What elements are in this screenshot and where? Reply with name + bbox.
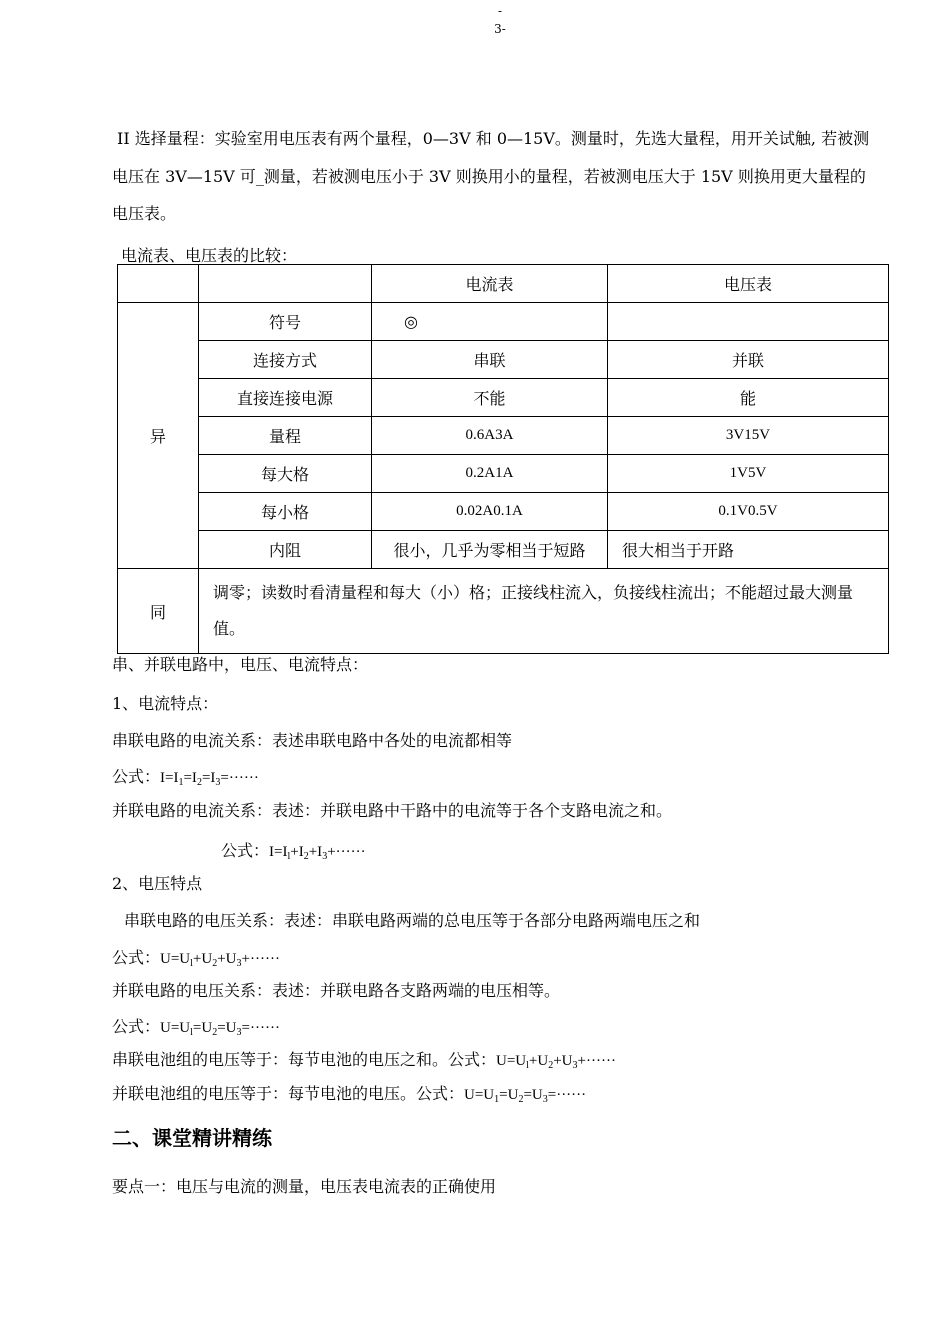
ammeter-value: 0.02A0.1A: [372, 493, 608, 531]
voltmeter-value: 0.1V0.5V: [608, 493, 889, 531]
formula-label: 公式：: [221, 841, 270, 860]
table-caption: 电流表、电压表的比较：: [121, 246, 298, 265]
table-row: [118, 531, 889, 569]
voltmeter-value: 能: [608, 379, 889, 417]
parallel-current: 并联电路的电流关系：表述：并联电路中干路中的电流等于各个支路电流之和。: [112, 801, 673, 820]
row-label: 连接方式: [199, 341, 372, 379]
same-text: 调零；读数时看清量程和每大（小）格；正接线柱流入，负接线柱流出；不能超过最大测量值。: [199, 569, 889, 654]
formula: $I=I_l+I_2+I_3+\cdot\cdot\cdot\cdot\cdot\cdot$: [269, 844, 366, 862]
row-label: 内阻: [199, 531, 372, 569]
table-row: [118, 303, 889, 341]
parallel-voltage-formula: [112, 1017, 280, 1038]
battery-parallel: [112, 1084, 586, 1105]
page-number: 3-: [494, 22, 506, 36]
formula: $U=U_l=U_2=U_3=\cdot\cdot\cdot\cdot\cdot\cdot$: [160, 1020, 280, 1038]
series-current-formula: [112, 767, 259, 788]
intro-line-2: 电压在 3V—15V 可_测量，若被测电压小于 3V 则换用小的量程，若被测电压大于 15V 则换用更大量程的: [112, 167, 866, 186]
header-empty-cell: [199, 265, 372, 303]
same-label: 同: [118, 569, 199, 654]
ammeter-value: 不能: [372, 379, 608, 417]
formula-label: 公式：: [112, 948, 161, 967]
row-label: 符号: [199, 303, 372, 341]
current-title: 1、电流特点：: [112, 694, 219, 713]
table-header-row: [118, 265, 889, 303]
comparison-table: [117, 264, 889, 654]
table-row: [118, 379, 889, 417]
row-label: 每小格: [199, 493, 372, 531]
table-row: [118, 341, 889, 379]
voltage-title: 2、电压特点: [112, 874, 203, 893]
battery-parallel-text: 并联电池组的电压等于：每节电池的电压。公式：: [112, 1084, 465, 1103]
voltmeter-value: 并联: [608, 341, 889, 379]
formula: $I=I_1=I_2=I_3=\cdot\cdot\cdot\cdot\cdot\cdot$: [160, 770, 259, 788]
header-dash: -: [497, 4, 503, 18]
battery-series-text: 串联电池组的电压等于：每节电池的电压之和。公式：: [112, 1050, 497, 1069]
table-row: [118, 455, 889, 493]
parallel-current-formula: [221, 841, 366, 862]
formula-label: 公式：: [112, 1017, 161, 1036]
battery-series: [112, 1050, 616, 1071]
table-row-same: [118, 569, 889, 654]
ammeter-value: 0.6A3A: [372, 417, 608, 455]
section-title: 二、课堂精讲精练: [112, 1126, 272, 1150]
key-point-1: 要点一：电压与电流的测量，电压表电流表的正确使用: [112, 1177, 497, 1196]
series-current: 串联电路的电流关系：表述串联电路中各处的电流都相等: [112, 731, 513, 750]
row-label: 量程: [199, 417, 372, 455]
formula: $U=U_l+U_2+U_3+\cdot\cdot\cdot\cdot\cdot\cdot$: [160, 951, 280, 969]
parallel-voltage: 并联电路的电压关系：表述：并联电路各支路两端的电压相等。: [112, 981, 561, 1000]
diff-label: 异: [118, 303, 199, 569]
row-label: 直接连接电源: [199, 379, 372, 417]
series-voltage-formula: [112, 948, 280, 969]
header-empty-cell: [118, 265, 199, 303]
formula: $U=U_l+U_2+U_3+\cdot\cdot\cdot\cdot\cdot\cdot$: [496, 1053, 616, 1071]
table-row: [118, 417, 889, 455]
formula-label: 公式：: [112, 767, 161, 786]
formula: $U=U_1=U_2=U_3=\cdot\cdot\cdot\cdot\cdot\cdot$: [464, 1087, 587, 1105]
voltmeter-value: 1V5V: [608, 455, 889, 493]
ammeter-symbol-icon: ◎: [372, 303, 608, 341]
intro-line-1: II 选择量程：实验室用电压表有两个量程，0—3V 和 0—15V。测量时，先选大量程，用开关试触, 若被测: [117, 129, 870, 148]
intro-line-3: 电压表。: [112, 204, 177, 223]
ammeter-value: 很小，几乎为零相当于短路: [372, 531, 608, 569]
header-voltmeter: 电压表: [608, 265, 889, 303]
ammeter-value: 串联: [372, 341, 608, 379]
circuit-heading: 串、并联电路中，电压、电流特点：: [112, 655, 369, 674]
voltmeter-symbol-cell: [608, 303, 889, 341]
series-voltage: 串联电路的电压关系：表述：串联电路两端的总电压等于各部分电路两端电压之和: [124, 911, 701, 930]
voltmeter-value: 很大相当于开路: [608, 531, 889, 569]
ammeter-value: 0.2A1A: [372, 455, 608, 493]
row-label: 每大格: [199, 455, 372, 493]
voltmeter-value: 3V15V: [608, 417, 889, 455]
table-row: [118, 493, 889, 531]
header-ammeter: 电流表: [372, 265, 608, 303]
